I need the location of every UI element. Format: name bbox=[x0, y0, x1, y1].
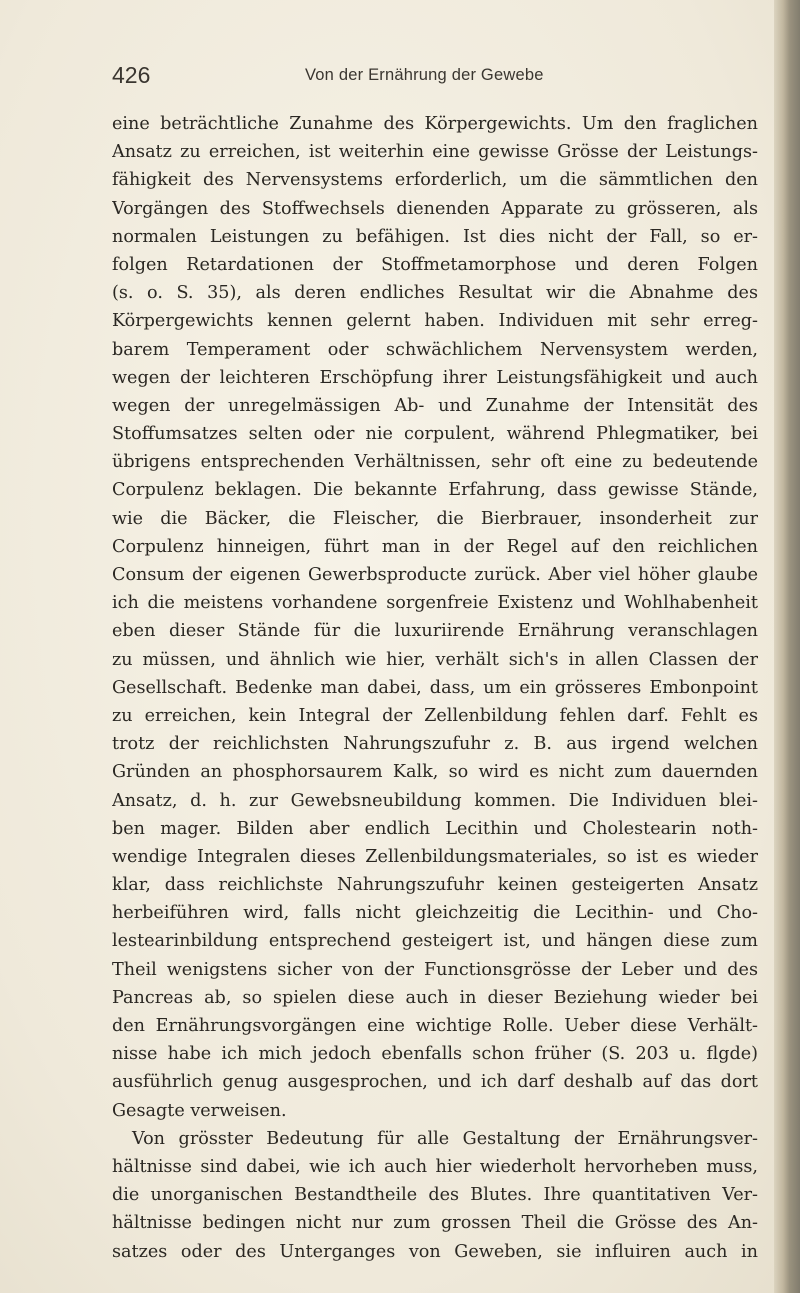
text-line: Körpergewichts kennen gelernt haben. Individuen mit sehr erreg- bbox=[112, 311, 758, 332]
text-line: klar, dass reichlichste Nahrungszufuhr keinen gesteigerten Ansatz bbox=[112, 875, 758, 896]
text-line: wegen der leichteren Erschöpfung ihrer Leistungsfähigkeit und auch bbox=[112, 367, 758, 388]
text-line: eben dieser Stände für die luxuriirende Ernährung veranschlagen bbox=[112, 621, 758, 642]
text-line: die unorganischen Bestandtheile des Blutes. Ihre quantitativen Ver- bbox=[112, 1185, 758, 1206]
text-line: wie die Bäcker, die Fleischer, die Bierbrauer, insonderheit zur bbox=[112, 508, 758, 529]
body-text bbox=[112, 110, 758, 1266]
text-line: barem Temperament oder schwächlichem Nervensystem werden, bbox=[112, 339, 758, 360]
text-line: hältnisse sind dabei, wie ich auch hier wiederholt hervorheben muss, bbox=[112, 1156, 758, 1177]
text-line: Gesellschaft. Bedenke man dabei, dass, um ein grösseres Embonpoint bbox=[112, 677, 758, 698]
text-line: Ansatz zu erreichen, ist weiterhin eine gewisse Grösse der Leistungs- bbox=[112, 142, 758, 163]
text-line: Gründen an phosphorsaurem Kalk, so wird es nicht zum dauernden bbox=[112, 762, 758, 783]
text-line: folgen Retardationen der Stoffmetamorphose und deren Folgen bbox=[112, 254, 758, 275]
text-line: Ansatz, d. h. zur Gewebsneubildung kommen. Die Individuen blei- bbox=[112, 790, 758, 811]
text-line: herbeiführen wird, falls nicht gleichzeitig die Lecithin- und Cho- bbox=[112, 903, 758, 924]
text-line: Pancreas ab, so spielen diese auch in dieser Beziehung wieder bei bbox=[112, 987, 758, 1008]
text-line: übrigens entsprechenden Verhältnissen, sehr oft eine zu bedeutende bbox=[112, 452, 758, 473]
text-line: ben mager. Bilden aber endlich Lecithin und Cholestearin noth- bbox=[112, 818, 758, 839]
text-line: Theil wenigstens sicher von der Functionsgrösse der Leber und des bbox=[112, 959, 758, 980]
text-line: lestearinbildung entsprechend gesteigert ist, und hängen diese zum bbox=[112, 931, 758, 952]
text-line: hältnisse bedingen nicht nur zum grossen Theil die Grösse des An- bbox=[112, 1213, 758, 1234]
text-line: Consum der eigenen Gewerbsproducte zurück. Aber viel höher glaube bbox=[112, 565, 758, 585]
text-line: zu erreichen, kein Integral der Zellenbildung fehlen darf. Fehlt es bbox=[112, 705, 758, 726]
running-head: Von der Ernährung der Gewebe bbox=[305, 66, 544, 84]
text-line: Von grösster Bedeutung für alle Gestaltung der Ernährungsver- bbox=[132, 1128, 758, 1149]
text-line: satzes oder des Unterganges von Geweben, sie influiren auch in bbox=[112, 1241, 758, 1262]
page-number: 426 bbox=[112, 62, 151, 88]
text-line: den Ernährungsvorgängen eine wichtige Rolle. Ueber diese Verhält- bbox=[112, 1016, 758, 1036]
text-line: wendige Integralen dieses Zellenbildungsmateriales, so ist es wieder bbox=[112, 846, 758, 867]
text-line: normalen Leistungen zu befähigen. Ist dies nicht der Fall, so er- bbox=[112, 226, 758, 247]
text-line: Gesagte verweisen. bbox=[112, 1100, 287, 1121]
text-line: fähigkeit des Nervensystems erforderlich, um die sämmtlichen den bbox=[112, 170, 758, 191]
text-line: (s. o. S. 35), als deren endliches Resultat wir die Abnahme des bbox=[112, 283, 758, 304]
text-line: zu müssen, und ähnlich wie hier, verhält sich's in allen Classen der bbox=[112, 649, 758, 670]
text-line: Corpulenz hinneigen, führt man in der Regel auf den reichlichen bbox=[112, 536, 758, 557]
text-line: eine beträchtliche Zunahme des Körpergewichts. Um den fraglichen bbox=[112, 114, 758, 134]
text-line: nisse habe ich mich jedoch ebenfalls schon früher (S. 203 u. flgde) bbox=[112, 1044, 758, 1065]
text-line: ich die meistens vorhandene sorgenfreie Existenz und Wohlhabenheit bbox=[112, 593, 758, 614]
text-line: Stoffumsatzes selten oder nie corpulent, während Phlegmatiker, bei bbox=[112, 424, 758, 445]
text-line: wegen der unregelmässigen Ab- und Zunahme der Intensität des bbox=[112, 395, 758, 416]
page-edge-shadow bbox=[774, 0, 800, 1293]
text-line: Corpulenz beklagen. Die bekannte Erfahrung, dass gewisse Stände, bbox=[112, 480, 758, 501]
text-line: ausführlich genug ausgesprochen, und ich darf deshalb auf das dort bbox=[112, 1072, 758, 1093]
text-line: Vorgängen des Stoffwechsels dienenden Apparate zu grösseren, als bbox=[112, 198, 758, 219]
text-line: trotz der reichlichsten Nahrungszufuhr z. B. aus irgend welchen bbox=[112, 734, 758, 755]
page-header bbox=[112, 60, 762, 94]
